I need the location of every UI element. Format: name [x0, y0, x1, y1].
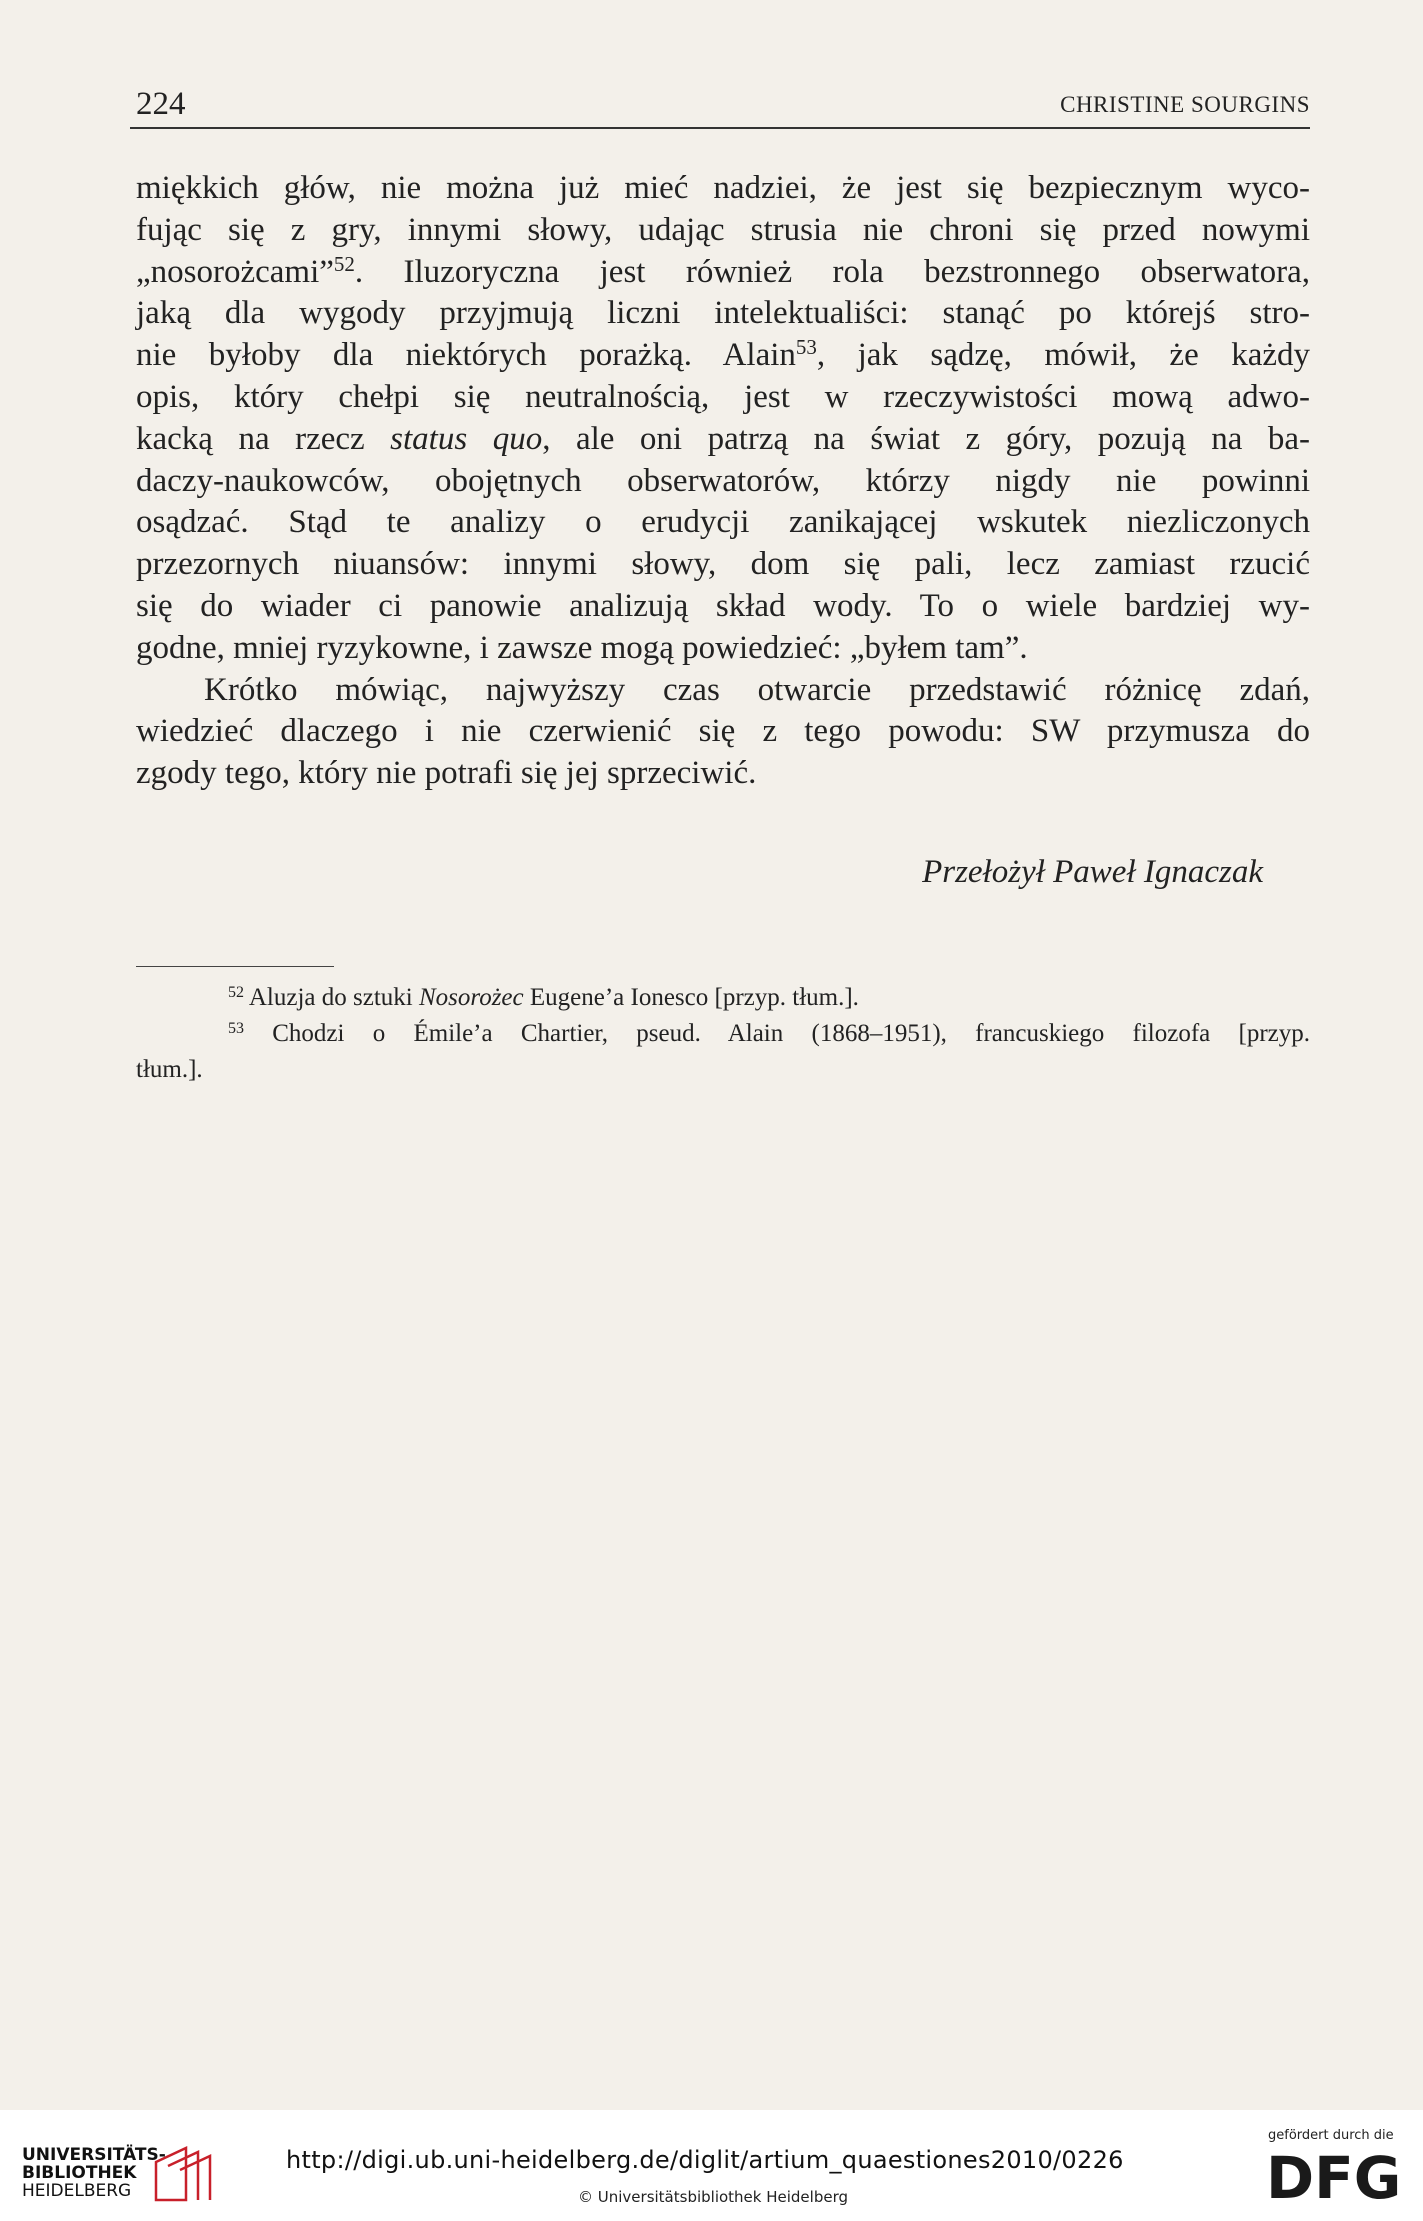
text-line: jaką dla wygody przyjmują liczni intelektualiści: stanąć po którejś stro-	[136, 295, 1310, 332]
text-line: godne, mniej ryzykowne, i zawsze mogą powiedzieć: „byłem tam”.	[136, 629, 1028, 666]
page-header	[136, 86, 1310, 130]
footnote-53	[136, 1016, 1310, 1052]
text-line: Krótko mówiąc, najwyższy czas otwarcie przedstawić różnicę zdań,	[204, 671, 1310, 708]
copyright-notice: © Universitätsbibliothek Heidelberg	[578, 2188, 849, 2206]
translator-signature: Przełożył Paweł Ignaczak	[922, 854, 1263, 890]
library-name-line: BIBLIOTHEK	[22, 2163, 137, 2183]
text-span: . Iluzoryczna jest również rola bezstronnego obserwatora,	[354, 253, 1310, 290]
funding-note: gefördert durch die	[1268, 2128, 1394, 2143]
library-name	[22, 2146, 166, 2200]
text-line: się do wiader ci panowie analizują skład wody. To o wiele bardziej wy-	[136, 587, 1310, 624]
text-line: opis, który chełpi się neutralnością, jest w rzeczywistości mową adwo-	[136, 378, 1310, 415]
footnote-number: 53	[228, 1020, 244, 1037]
italic-title: Nosorożec	[418, 984, 524, 1011]
text-span: Chodzi o Émile’a Chartier, pseud. Alain (1868–1951), francuskiego filozofa [przyp.	[244, 1020, 1310, 1047]
library-emblem-icon	[152, 2144, 212, 2204]
page-number: 224	[136, 86, 186, 122]
footnote-ref-53[interactable]: 53	[795, 335, 817, 360]
footnote-ref-52[interactable]: 52	[333, 251, 355, 276]
footnote-number: 52	[228, 984, 244, 1001]
text-line	[136, 419, 1310, 461]
text-span: , ale oni patrzą na świat z góry, pozują na ba-	[542, 420, 1310, 457]
library-name-line: UNIVERSITÄTS-	[22, 2145, 166, 2165]
text-line: osądzać. Stąd te analizy o erudycji zanikającej wskutek niezliczonych	[136, 504, 1310, 541]
text-span: , jak sądzę, mówił, że każdy	[816, 337, 1310, 374]
text-line: wiedzieć dlaczego i nie czerwienić się z tego powodu: SW przymusza do	[136, 713, 1310, 750]
footnote-52	[136, 980, 1310, 1016]
text-line: fując się z gry, innymi słowy, udając strusia nie chroni się przed nowymi	[136, 211, 1310, 248]
library-logo[interactable]	[22, 2146, 202, 2206]
text-line	[136, 335, 1310, 377]
dfg-logo[interactable]	[1266, 2148, 1404, 2204]
dfg-logo-text: DFG	[1266, 2148, 1402, 2204]
footnote-53-continued: tłum.].	[136, 1056, 203, 1083]
digitization-footer	[0, 2120, 1423, 2221]
footnotes	[136, 980, 1310, 1088]
text-line	[136, 252, 1310, 294]
text-span: Aluzja do sztuki	[244, 984, 419, 1011]
text-line: daczy-naukowców, obojętnych obserwatorów, którzy nigdy nie powinni	[136, 462, 1310, 499]
library-name-line: HEIDELBERG	[22, 2181, 132, 2201]
text-span: Eugene’a Ionesco [przyp. tłum.].	[523, 984, 859, 1011]
permalink-url[interactable]: http://digi.ub.uni-heidelberg.de/diglit/artium_quaestiones2010/0226	[286, 2146, 1124, 2174]
italic-phrase: status quo	[390, 420, 543, 457]
text-line: zgody tego, który nie potrafi się jej sprzeciwić.	[136, 755, 757, 792]
text-span: kacką na rzecz	[136, 420, 391, 457]
text-span: „nosorożcami”	[136, 253, 334, 290]
running-head: CHRISTINE SOURGINS	[1060, 92, 1310, 117]
body-text	[136, 168, 1310, 795]
text-line: przezornych niuansów: innymi słowy, dom się pali, lecz zamiast rzucić	[136, 546, 1310, 583]
text-span: nie byłoby dla niektórych porażką. Alain	[136, 337, 796, 374]
header-rule	[130, 127, 1310, 129]
footnote-rule	[136, 966, 334, 967]
text-line: miękkich głów, nie można już mieć nadziei, że jest się bezpiecznym wyco-	[136, 170, 1310, 206]
